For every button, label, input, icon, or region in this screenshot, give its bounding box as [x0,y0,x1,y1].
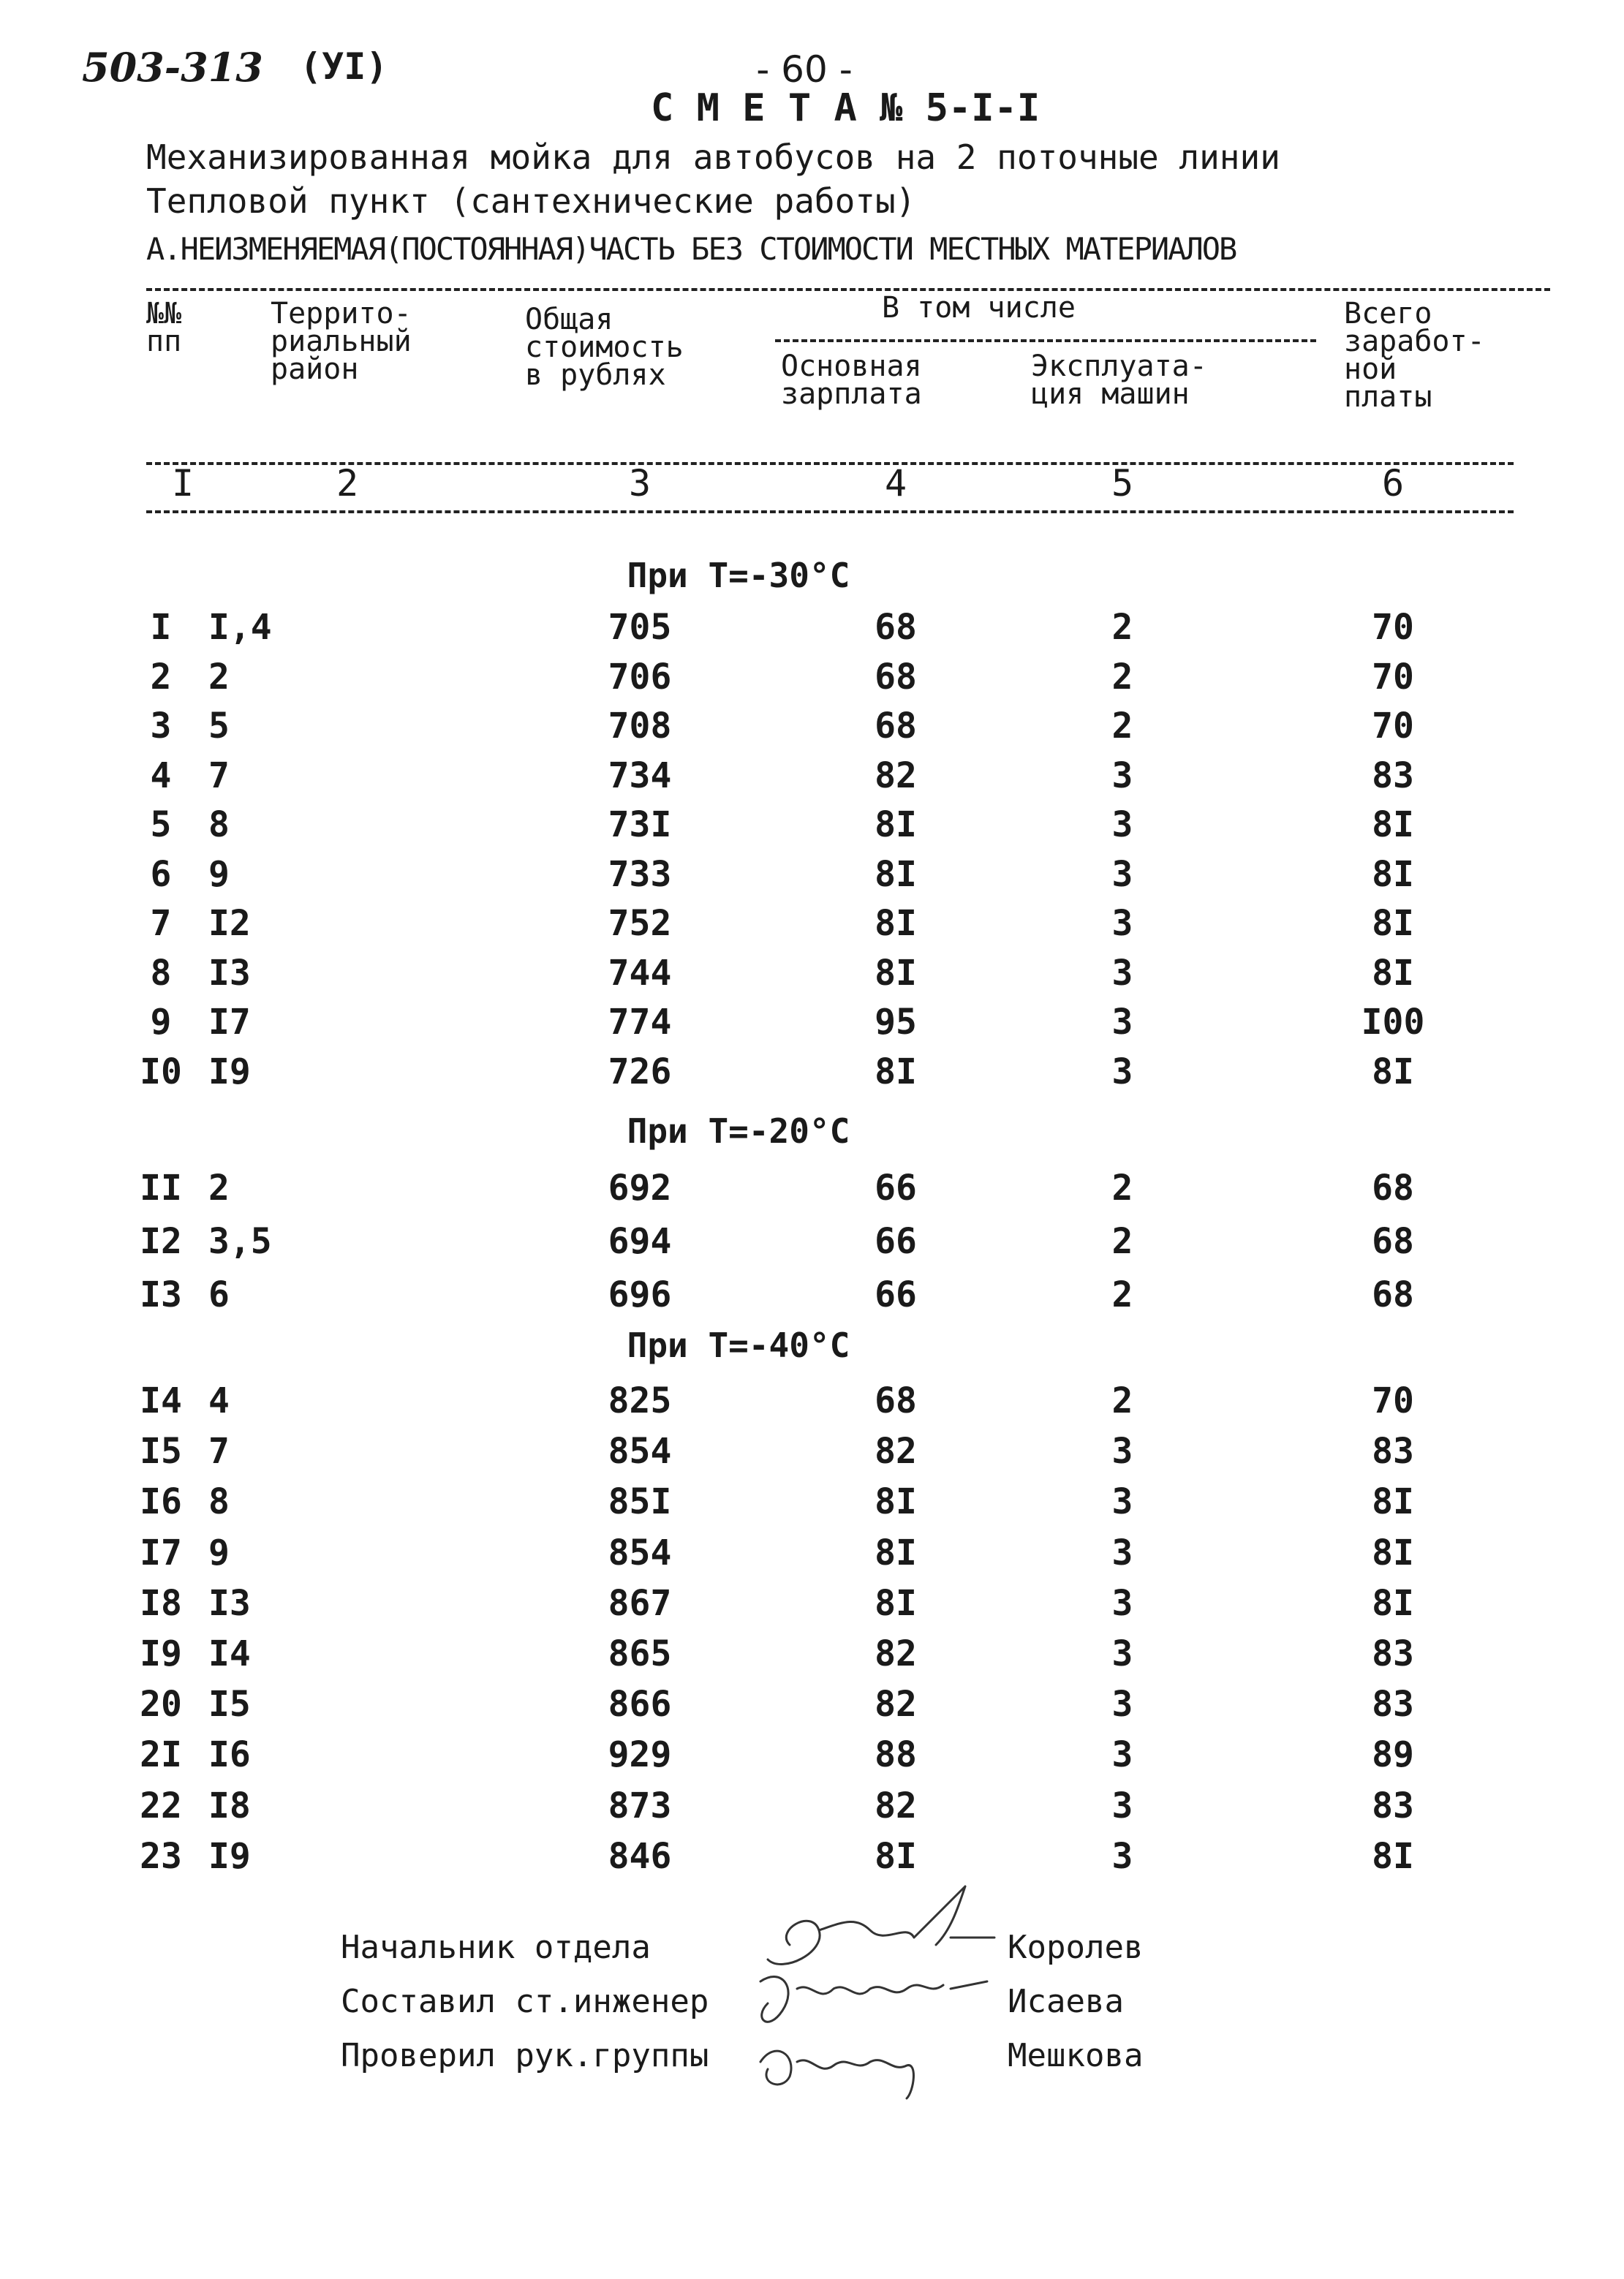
row-total-cost: 708 [608,706,672,747]
row-base-wage: 8I [875,1051,917,1092]
col-header-number: №№ пп [146,297,182,358]
col-number-5: 5 [1111,462,1134,504]
col-number-6: 6 [1381,462,1405,504]
page-number: - 60 - [756,48,853,91]
row-total-cost: 865 [608,1633,672,1674]
row-total-cost: 705 [608,607,672,648]
row-total-cost: 825 [608,1380,672,1421]
row-total-cost: 694 [608,1221,672,1262]
row-base-wage: 66 [875,1168,917,1209]
row-total-cost: 752 [608,903,672,944]
row-region: 5 [208,706,230,747]
row-number: 22 [140,1785,182,1826]
row-total-cost: 854 [608,1431,672,1473]
doc-code: 503-313 [82,44,263,91]
row-machine-operation: 3 [1111,1684,1133,1726]
row-total-cost: 854 [608,1532,672,1573]
row-total-wage: 83 [1372,1431,1414,1473]
row-total-wage: 8I [1372,903,1414,944]
row-total-cost: 734 [608,755,672,796]
row-total-wage: 70 [1372,706,1414,747]
divider-top [146,288,1550,291]
row-total-cost: 733 [608,853,672,895]
col-header-base-wage: Основная зарплата [781,349,922,411]
row-total-cost: 73I [608,804,672,845]
row-machine-operation: 3 [1111,1785,1133,1826]
row-region: I4 [208,1633,251,1674]
row-number: 2 [150,656,172,698]
row-number: I7 [140,1532,182,1573]
row-region: 8 [208,804,230,845]
divider-including [775,339,1316,342]
row-machine-operation: 2 [1111,706,1133,747]
row-total-cost: 774 [608,1002,672,1043]
row-total-wage: 83 [1372,1633,1414,1674]
row-total-wage: 83 [1372,1785,1414,1826]
row-total-cost: 696 [608,1274,672,1315]
row-base-wage: 66 [875,1274,917,1315]
row-base-wage: 8I [875,804,917,845]
row-number: I2 [140,1221,182,1262]
row-number: 23 [140,1835,182,1877]
row-machine-operation: 3 [1111,1734,1133,1776]
row-base-wage: 82 [875,1684,917,1726]
row-base-wage: 82 [875,755,917,796]
row-base-wage: 82 [875,1633,917,1674]
row-machine-operation: 3 [1111,952,1133,994]
row-machine-operation: 3 [1111,903,1133,944]
row-number: 5 [150,804,172,845]
subtitle-object: Механизированная мойка для автобусов на 2 поточные линии [146,137,1280,177]
row-number: 2I [140,1734,182,1776]
row-region: I3 [208,1582,251,1624]
row-total-wage: 8I [1372,1532,1414,1573]
handwritten-signatures [731,1879,1024,2113]
row-base-wage: 82 [875,1785,917,1826]
row-total-cost: 692 [608,1168,672,1209]
row-region: 3,5 [208,1221,272,1262]
row-region: I3 [208,952,251,994]
row-region: I2 [208,903,251,944]
row-region: 6 [208,1274,230,1315]
row-number: I0 [140,1051,182,1092]
row-region: I,4 [208,607,272,648]
subtitle-section: Тепловой пункт (сантехнические работы) [146,181,916,221]
col-number-1: I [171,462,194,504]
row-region: 9 [208,853,230,895]
row-machine-operation: 2 [1111,607,1133,648]
row-number: 4 [150,755,172,796]
row-number: 3 [150,706,172,747]
row-machine-operation: 2 [1111,1221,1133,1262]
row-base-wage: 8I [875,1532,917,1573]
row-region: I9 [208,1835,251,1877]
row-number: I [150,607,172,648]
row-total-cost: 706 [608,656,672,698]
row-machine-operation: 3 [1111,1582,1133,1624]
section-label: При Т=-20°С [627,1111,850,1151]
row-total-wage: 70 [1372,656,1414,698]
row-region: 2 [208,656,230,698]
row-region: I5 [208,1684,251,1726]
row-base-wage: 8I [875,1835,917,1877]
row-machine-operation: 3 [1111,1002,1133,1043]
row-base-wage: 95 [875,1002,917,1043]
doc-part: (УI) [300,45,388,88]
row-machine-operation: 3 [1111,1481,1133,1523]
col-number-2: 2 [336,462,359,504]
row-total-wage: 8I [1372,952,1414,994]
row-region: 8 [208,1481,230,1523]
row-total-wage: 70 [1372,607,1414,648]
row-number: 20 [140,1684,182,1726]
row-region: I9 [208,1051,251,1092]
row-machine-operation: 3 [1111,1051,1133,1092]
row-total-wage: 8I [1372,804,1414,845]
row-region: 2 [208,1168,230,1209]
row-base-wage: 68 [875,607,917,648]
row-region: 7 [208,755,230,796]
row-total-wage: 68 [1372,1221,1414,1262]
row-total-wage: 8I [1372,1481,1414,1523]
row-region: I7 [208,1002,251,1043]
row-total-wage: 68 [1372,1274,1414,1315]
row-number: II [140,1168,182,1209]
col-header-total-cost: Общая стоимость в рублях [525,303,684,392]
section-label: При Т=-40°С [627,1326,850,1365]
col-header-machine-operation: Эксплуата- ция машин [1031,349,1207,411]
col-number-3: 3 [628,462,652,504]
row-region: 7 [208,1431,230,1473]
row-base-wage: 68 [875,1380,917,1421]
subtitle-part: А.НЕИЗМЕНЯЕМАЯ(ПОСТОЯННАЯ)ЧАСТЬ БЕЗ СТОИМОСТИ МЕСТНЫХ МАТЕРИАЛОВ [146,231,1236,267]
row-total-wage: 8I [1372,1582,1414,1624]
row-region: I8 [208,1785,251,1826]
row-base-wage: 66 [875,1221,917,1262]
row-total-wage: I00 [1361,1002,1425,1043]
row-total-wage: 83 [1372,755,1414,796]
row-machine-operation: 2 [1111,656,1133,698]
row-total-wage: 8I [1372,1835,1414,1877]
row-base-wage: 68 [875,706,917,747]
row-total-wage: 70 [1372,1380,1414,1421]
signature-role-3: Проверил рук.группы [341,2037,709,2074]
divider-col-numbers-bottom [146,510,1514,513]
row-base-wage: 8I [875,1481,917,1523]
estimate-title: С М Е Т А № 5-I-I [651,86,1041,130]
row-region: 4 [208,1380,230,1421]
row-number: 7 [150,903,172,944]
signature-name-3: Мешкова [1008,2037,1144,2074]
row-number: I4 [140,1380,182,1421]
row-number: I9 [140,1633,182,1674]
row-base-wage: 8I [875,952,917,994]
row-total-wage: 8I [1372,853,1414,895]
row-total-wage: 89 [1372,1734,1414,1776]
row-number: I8 [140,1582,182,1624]
row-machine-operation: 3 [1111,853,1133,895]
row-number: 8 [150,952,172,994]
row-base-wage: 68 [875,656,917,698]
row-total-cost: 929 [608,1734,672,1776]
row-region: 9 [208,1532,230,1573]
row-number: I5 [140,1431,182,1473]
row-base-wage: 82 [875,1431,917,1473]
row-total-cost: 866 [608,1684,672,1726]
row-number: I6 [140,1481,182,1523]
row-total-cost: 85I [608,1481,672,1523]
col-header-region: Террито- риальный район [271,297,412,386]
row-total-wage: 83 [1372,1684,1414,1726]
col-header-including: В том числе [882,291,1076,325]
col-number-4: 4 [884,462,907,504]
row-base-wage: 8I [875,853,917,895]
row-machine-operation: 2 [1111,1380,1133,1421]
row-total-wage: 68 [1372,1168,1414,1209]
signature-name-1: Королев [1008,1929,1144,1966]
section-label: При Т=-30°С [627,556,850,595]
signature-role-2: Составил ст.инженер [341,1983,709,2020]
row-machine-operation: 3 [1111,804,1133,845]
row-machine-operation: 3 [1111,1532,1133,1573]
row-machine-operation: 2 [1111,1274,1133,1315]
row-machine-operation: 2 [1111,1168,1133,1209]
row-total-cost: 867 [608,1582,672,1624]
row-number: 6 [150,853,172,895]
signature-role-1: Начальник отдела [341,1929,651,1966]
row-region: I6 [208,1734,251,1776]
row-base-wage: 8I [875,903,917,944]
row-machine-operation: 3 [1111,1633,1133,1674]
row-machine-operation: 3 [1111,1835,1133,1877]
row-base-wage: 88 [875,1734,917,1776]
row-total-cost: 726 [608,1051,672,1092]
col-header-total-wage: Всего заработ- ной платы [1344,297,1485,414]
row-total-cost: 744 [608,952,672,994]
row-total-wage: 8I [1372,1051,1414,1092]
row-machine-operation: 3 [1111,755,1133,796]
row-number: I3 [140,1274,182,1315]
row-total-cost: 846 [608,1835,672,1877]
row-machine-operation: 3 [1111,1431,1133,1473]
row-base-wage: 8I [875,1582,917,1624]
row-total-cost: 873 [608,1785,672,1826]
row-number: 9 [150,1002,172,1043]
signature-name-2: Исаева [1008,1983,1124,2020]
